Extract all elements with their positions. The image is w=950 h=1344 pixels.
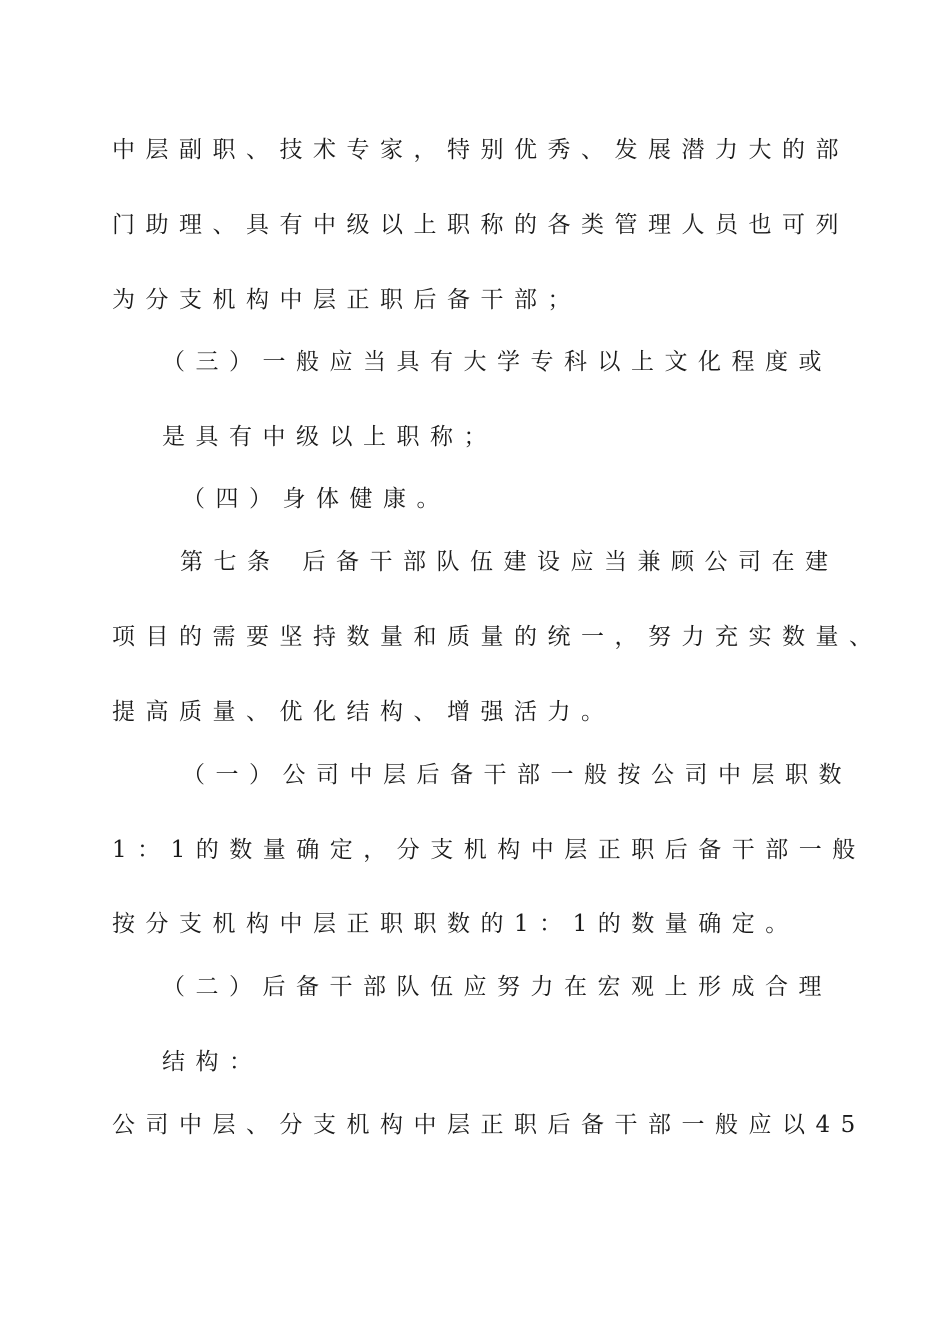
paragraph-line: 公司中层、分支机构中层正职后备干部一般应以45 bbox=[112, 1112, 866, 1138]
article-heading-line bbox=[180, 547, 839, 577]
paragraph-line: （一）公司中层后备干部一般按公司中层职数 bbox=[182, 762, 852, 788]
paragraph-line: 是具有中级以上职称； bbox=[162, 424, 497, 450]
article-text: 后备干部队伍建设应当兼顾公司在建 bbox=[302, 549, 839, 575]
paragraph-line: 项目的需要坚持数量和质量的统一，努力充实数量、 bbox=[112, 624, 883, 650]
paragraph-line: （三）一般应当具有大学专科以上文化程度或 bbox=[162, 349, 832, 375]
paragraph-line: 1：1的数量确定，分支机构中层正职后备干部一般 bbox=[112, 837, 866, 863]
paragraph-line: 按分支机构中层正职职数的1：1的数量确定。 bbox=[112, 911, 799, 937]
article-number: 第七条 bbox=[180, 549, 281, 575]
paragraph-line: 为分支机构中层正职后备干部； bbox=[112, 287, 581, 313]
paragraph-line: 中层副职、技术专家，特别优秀、发展潜力大的部 bbox=[112, 137, 849, 163]
paragraph-line: 门助理、具有中级以上职称的各类管理人员也可列 bbox=[112, 212, 849, 238]
paragraph-line: （二）后备干部队伍应努力在宏观上形成合理 bbox=[162, 974, 832, 1000]
paragraph-line: 结构： bbox=[162, 1049, 263, 1075]
paragraph-line: （四）身体健康。 bbox=[182, 486, 450, 512]
paragraph-line: 提高质量、优化结构、增强活力。 bbox=[112, 699, 615, 725]
